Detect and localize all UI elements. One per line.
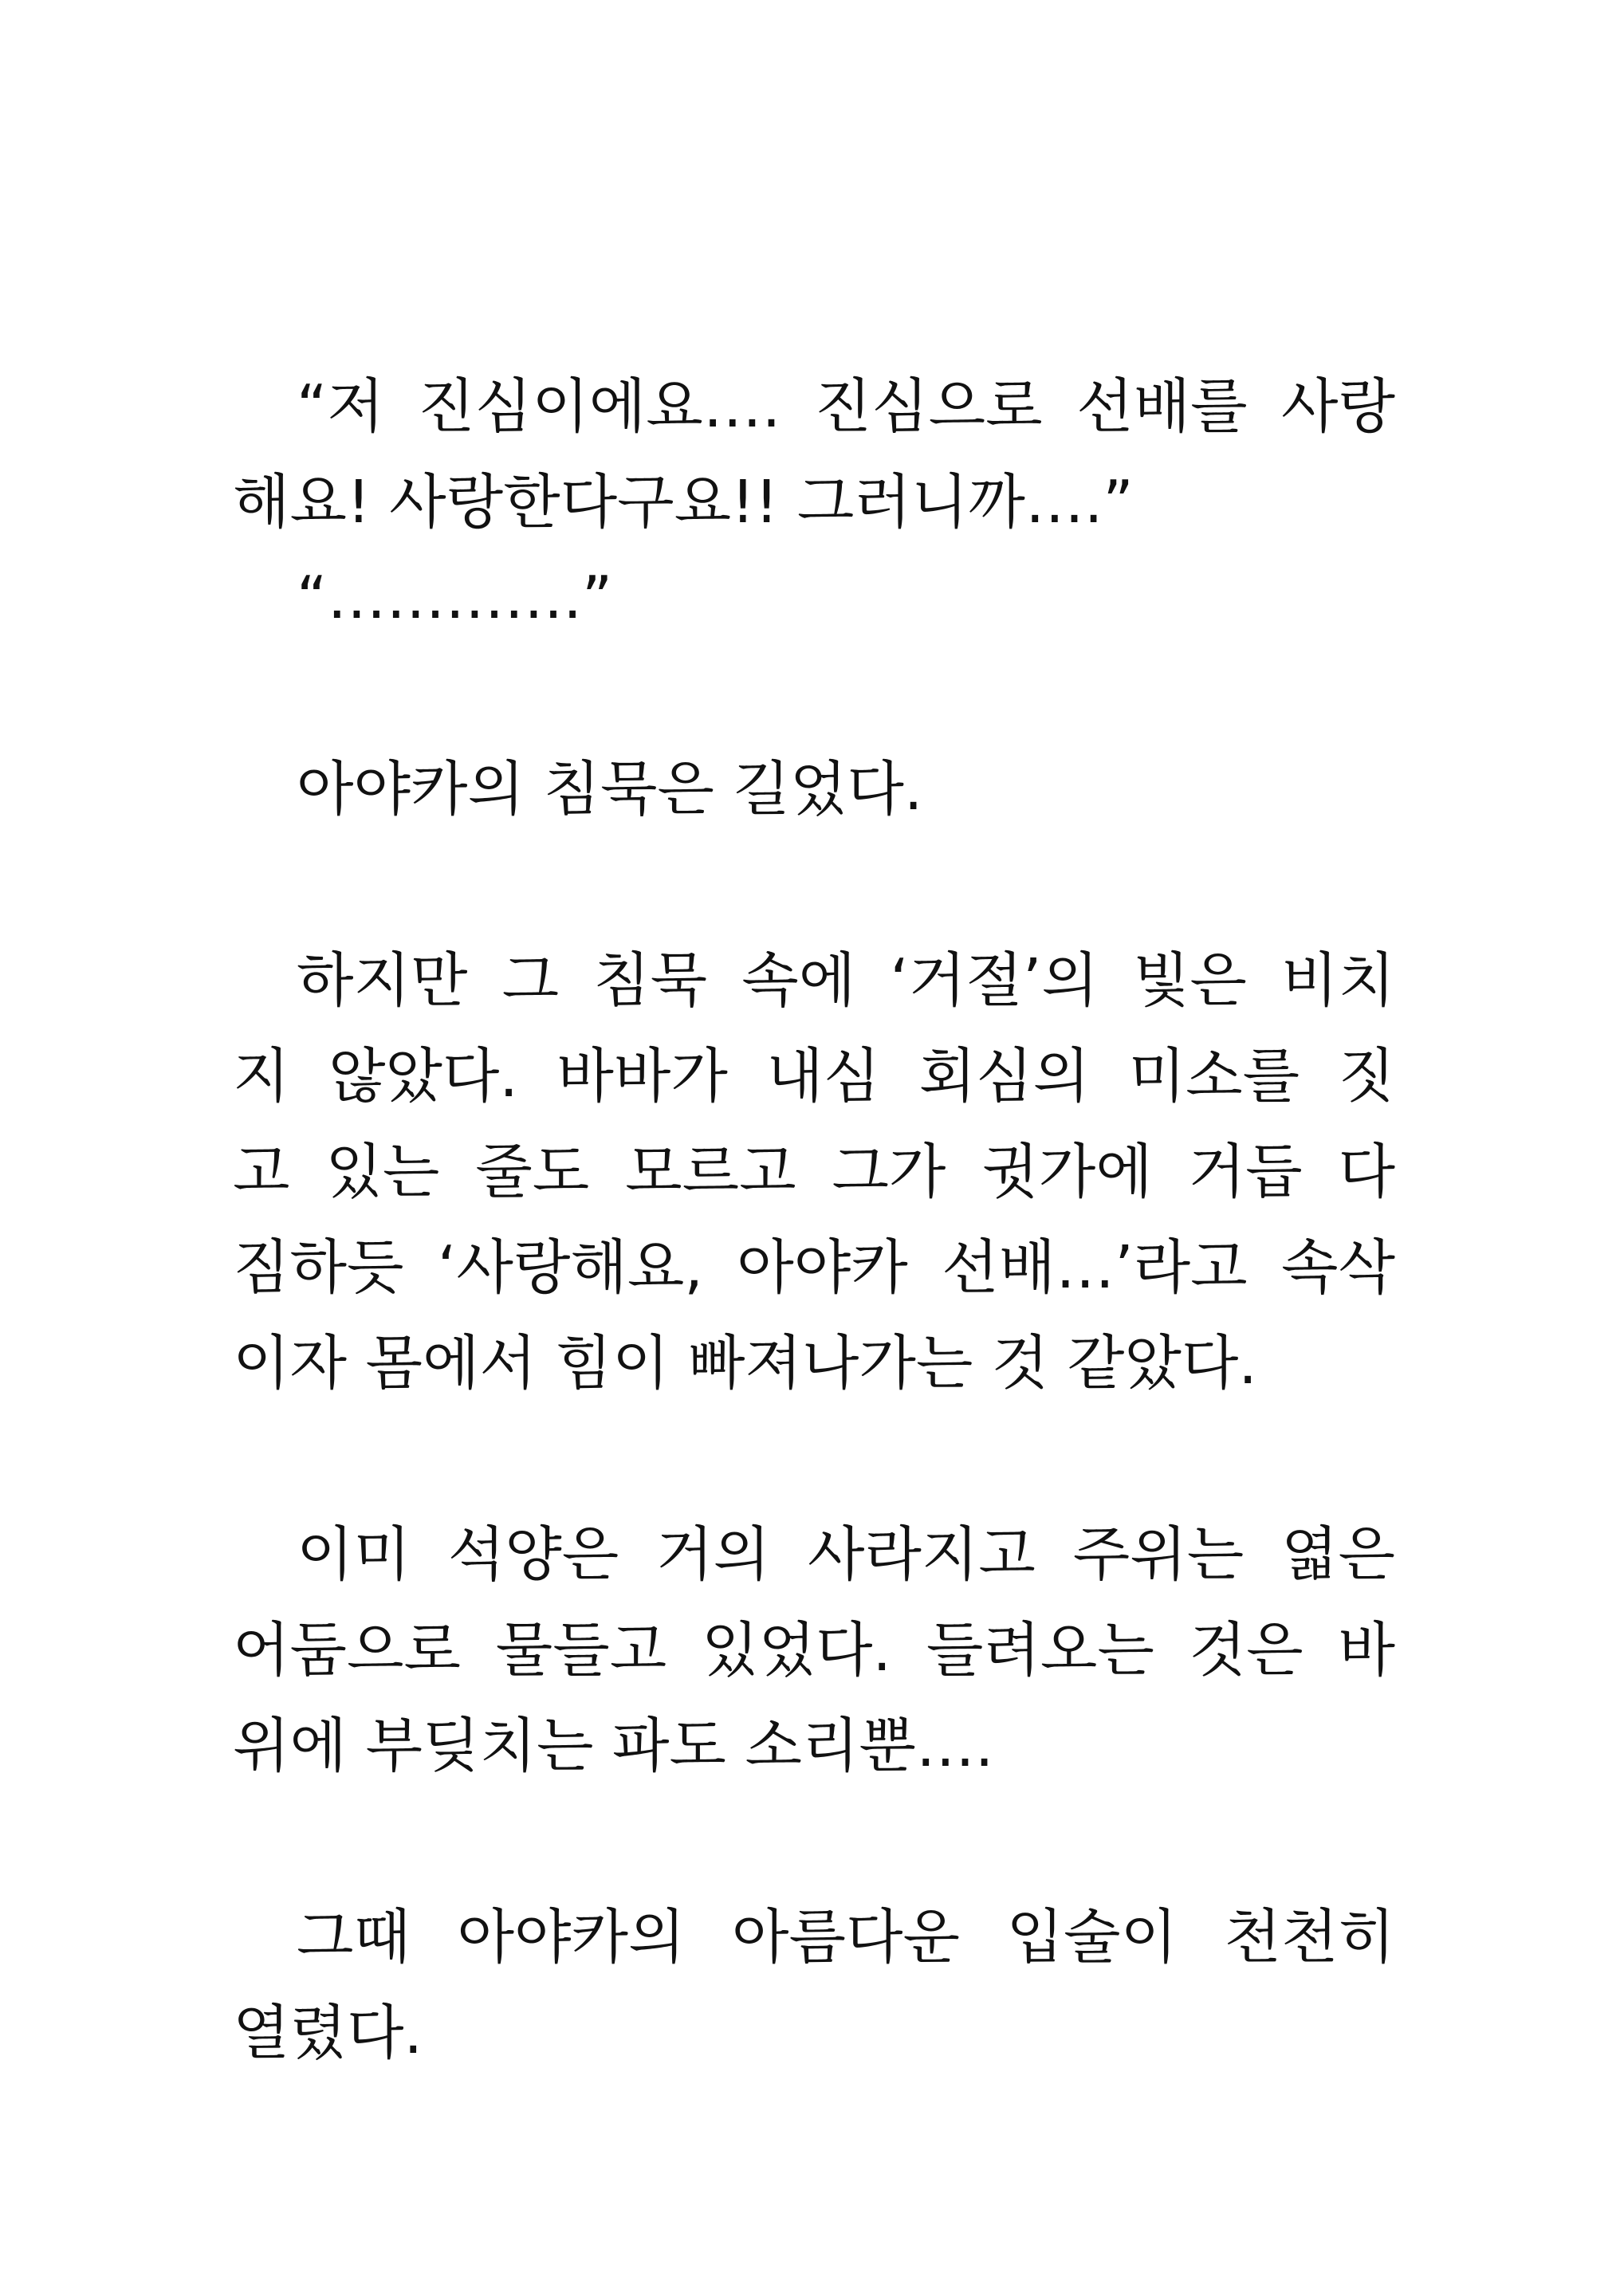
text-line: 이미 석양은 거의 사라지고 주위는 엷은 [297, 1520, 1395, 1589]
text-line: 위에 부딪치는 파도 소리뿐…. [233, 1712, 994, 1780]
text-line: 이자 몸에서 힘이 빠져나가는 것 같았다. [233, 1329, 1257, 1398]
text-line: “저 진심이에요…. 진심으로 선배를 사랑 [297, 372, 1395, 441]
text-line: 열렸다. [233, 1999, 423, 2067]
text-line: 어둠으로 물들고 있었다. 들려오는 것은 바 [233, 1616, 1395, 1685]
text-line: 해요! 사랑한다구요!! 그러니까….” [233, 468, 1134, 537]
text-line: “………….” [297, 564, 613, 632]
text-line: 아야카의 침묵은 길었다. [297, 755, 923, 824]
text-line: 하지만 그 침묵 속에 ‘거절’의 빛은 비치 [297, 946, 1395, 1015]
text-line: 고 있는 줄도 모르고 그가 귓가에 거듭 다 [233, 1138, 1395, 1206]
text-line: 짐하듯 ‘사랑해요, 아야카 선배…’라고 속삭 [233, 1233, 1395, 1302]
text-line: 그때 아야카의 아름다운 입술이 천천히 [297, 1903, 1395, 1972]
text-line: 지 않았다. 바바가 내심 회심의 미소를 짓 [233, 1042, 1395, 1111]
